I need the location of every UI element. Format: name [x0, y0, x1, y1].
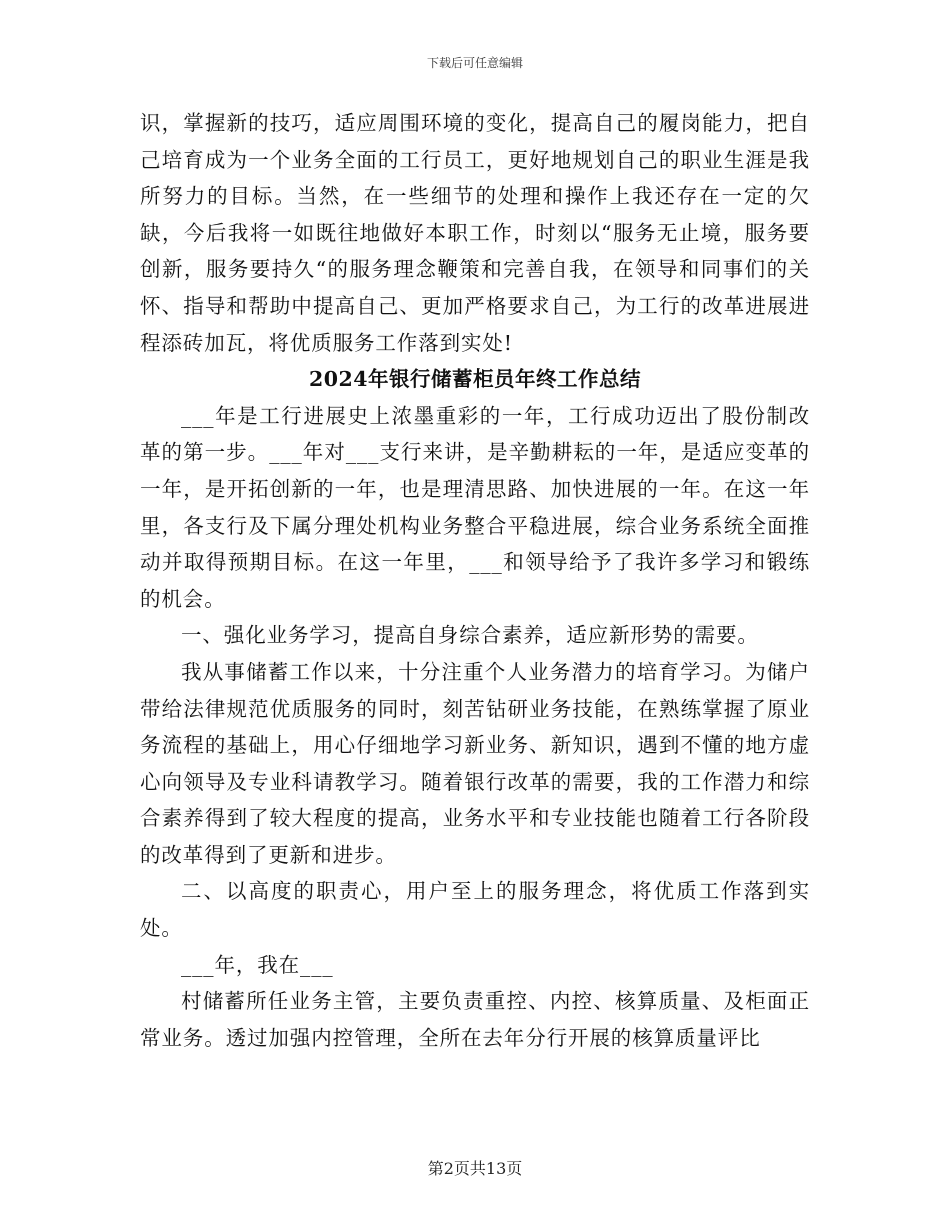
document-title: 2024年银行储蓄柜员年终工作总结	[308, 367, 642, 392]
page-number: 第2页共13页	[427, 1159, 523, 1178]
section-heading-1: 一、强化业务学习，提高自身综合素养，适应新形势的需要。	[181, 623, 759, 648]
paragraph: 村储蓄所任业务主管，主要负责重控、内控、核算质量、及柜面正常业务。透过加强内控管理，全所在去年分行开展的核算质量评比	[140, 989, 810, 1050]
paragraph: 我从事储蓄工作以来，十分注重个人业务潜力的培育学习。为储户带给法律规范优质服务的同时，刻苦钻研业务技能，在熟练掌握了原业务流程的基础上，用心仔细地学习新业务、新知识，遇到不懂的地方虚心向领导及专业科请教学习。随着银行改革的需要，我的工作潜力和综合素养得到了较大程度的提高，业务水平和专业技能也随着工行各阶段的改革得到了更新和进步。	[140, 659, 810, 867]
paragraph: ___年，我在___	[181, 952, 334, 977]
page-header: 下载后可任意编辑	[426, 56, 523, 70]
document-body	[140, 105, 810, 1056]
paragraph-continued: 识，掌握新的技巧，适应周围环境的变化，提高自己的履岗能力，把自己培育成为一个业务全面的工行员工，更好地规划自己的职业生涯是我所努力的目标。当然，在一些细节的处理和操作上我还存在一定的欠缺，今后我将一如既往地做好本职工作，时刻以“服务无止境，服务要创新，服务要持久“的服务理念鞭策和完善自我，在领导和同事们的关怀、指导和帮助中提高自己、更加严格要求自己，为工行的改革进展进程添砖加瓦，将优质服务工作落到实处!	[140, 111, 810, 355]
paragraph: ___年是工行进展史上浓墨重彩的一年，工行成功迈出了股份制改革的第一步。___年对___支行来讲，是辛勤耕耘的一年，是适应变革的一年，是开拓创新的一年，也是理清思路、加快进展的一年。在这一年里，各支行及下属分理处机构业务整合平稳进展，综合业务系统全面推动并取得预期目标。在这一年里，___和领导给予了我许多学习和锻练的机会。	[140, 403, 810, 611]
section-heading-2: 二、以高度的职责心，用户至上的服务理念，将优质工作落到实处。	[140, 879, 810, 941]
